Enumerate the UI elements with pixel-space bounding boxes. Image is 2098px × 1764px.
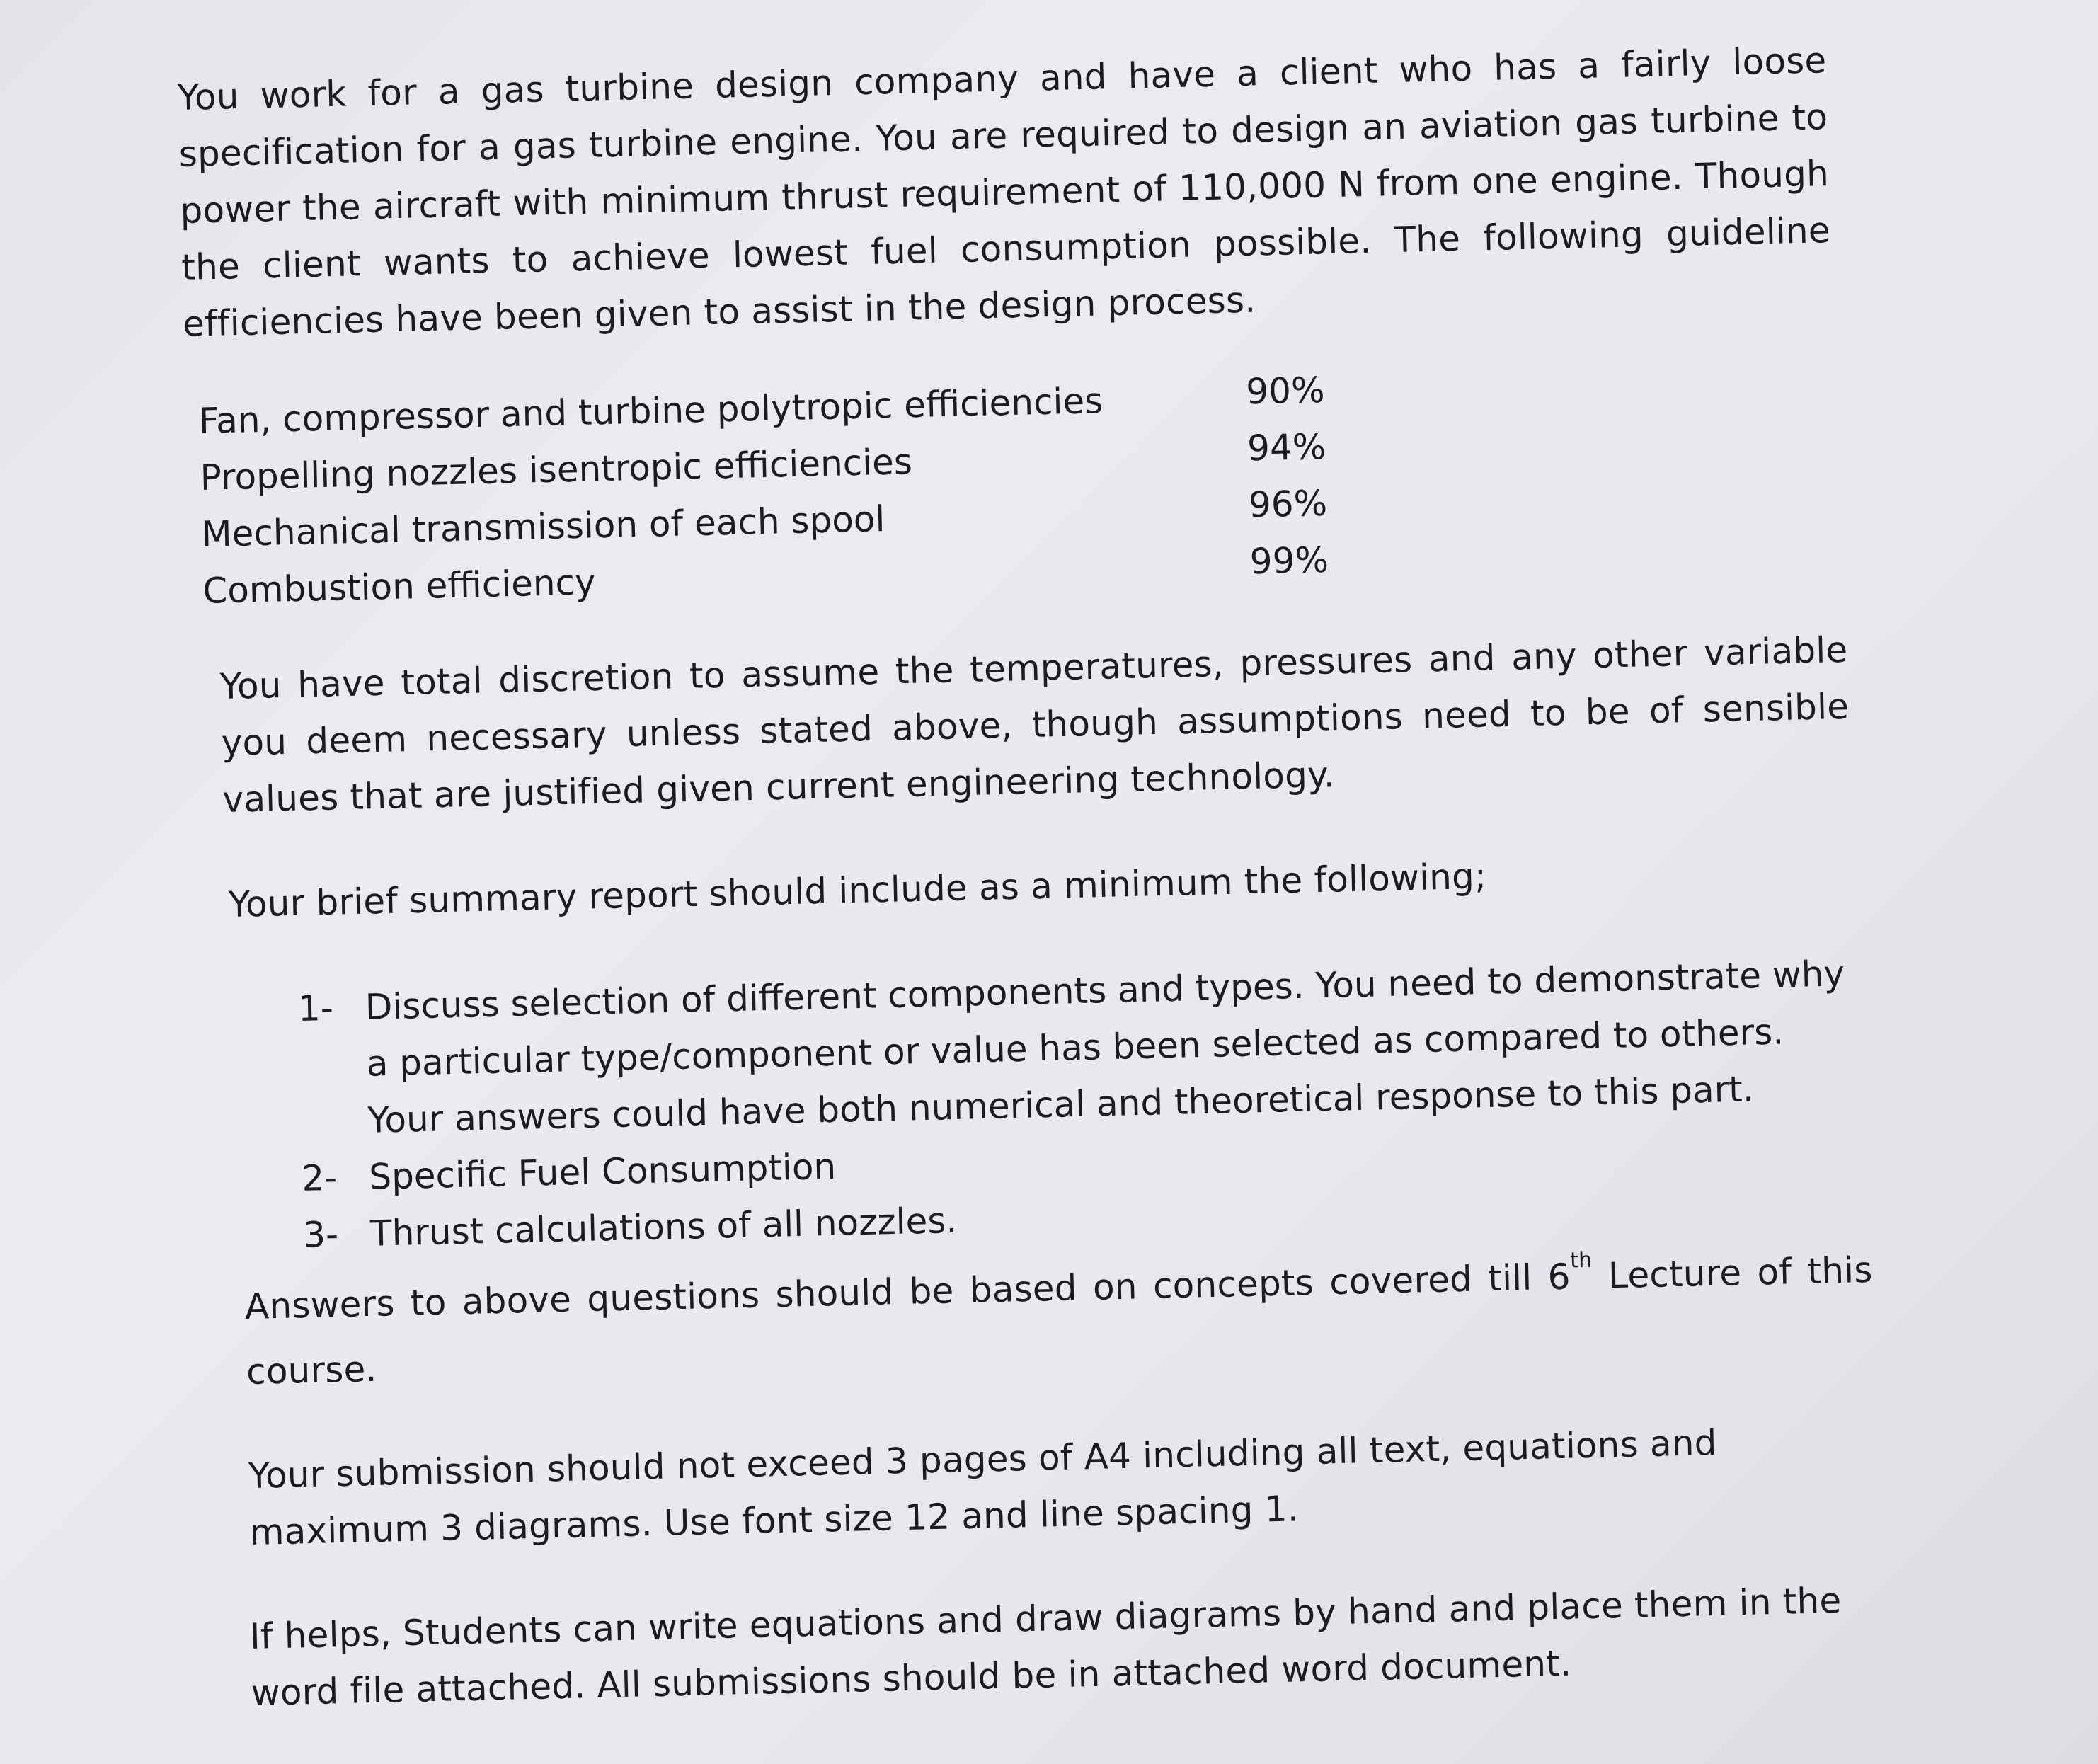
efficiency-label: Combustion efficiency — [202, 561, 597, 612]
helps-paragraph: If helps, Students can write equations and draw diagrams by hand and place them in the word file attached. All submissions should be in attached word document. — [249, 1579, 1842, 1714]
efficiency-table — [198, 367, 1336, 619]
requirements-list — [297, 945, 1861, 1264]
list-item-number: 2- — [301, 1157, 338, 1199]
discretion-paragraph: You have total discretion to assume the temperatures, pressures and any other variable you deem necessary unless stated above, though assumptions need to be of sensible values that are justified given current engineering technology. — [219, 629, 1850, 820]
efficiency-value: 94% — [1246, 425, 1326, 469]
efficiency-value: 96% — [1248, 482, 1328, 526]
brief-intro: Your brief summary report should include as a minimum the following; — [228, 855, 1487, 925]
list-item-number: 3- — [302, 1213, 339, 1256]
list-item-number: 1- — [297, 987, 334, 1029]
ordinal-suffix: th — [1569, 1247, 1593, 1273]
list-item-text: Thrust calculations of all nozzles. — [369, 1199, 958, 1254]
answers-text-end: Lecture of this course. — [246, 1249, 1874, 1392]
efficiency-label: Fan, compressor and turbine polytropic efficiencies — [198, 380, 1104, 442]
efficiency-label: Mechanical transmission of each spool — [200, 498, 885, 555]
list-item — [297, 945, 1858, 1150]
list-item-text: Specific Fuel Consumption — [368, 1145, 837, 1198]
answers-text: Answers to above questions should be based on concepts covered till 6 — [244, 1256, 1571, 1327]
efficiency-value: 90% — [1245, 369, 1326, 413]
efficiency-value: 99% — [1249, 539, 1329, 583]
efficiency-label: Propelling nozzles isentropic efficiencies — [200, 441, 913, 498]
intro-paragraph: You work for a gas turbine design company and have a client who has a fairly loose specification for a gas turbine engine. You are required to design an aviation gas turbine to power the aircraft with minimum thrust requirement of 110,000 N from one engine. Though the client wants to achieve lowest fuel consumption possible. The following guideline efficiencies have been given to assist in the design process. — [177, 40, 1831, 345]
submission-paragraph: Your submission should not exceed 3 pages of A4 including all text, equations and maximum 3 diagrams. Use font size 12 and line spacing 1. — [248, 1421, 1718, 1553]
list-item-text: Discuss selection of different components and types. You need to demonstrate why a particular type/component or value has been selected as compared to others. Your answers could have both numerical and theoretical response to this part. — [365, 953, 1845, 1141]
answers-paragraph — [244, 1237, 1875, 1404]
